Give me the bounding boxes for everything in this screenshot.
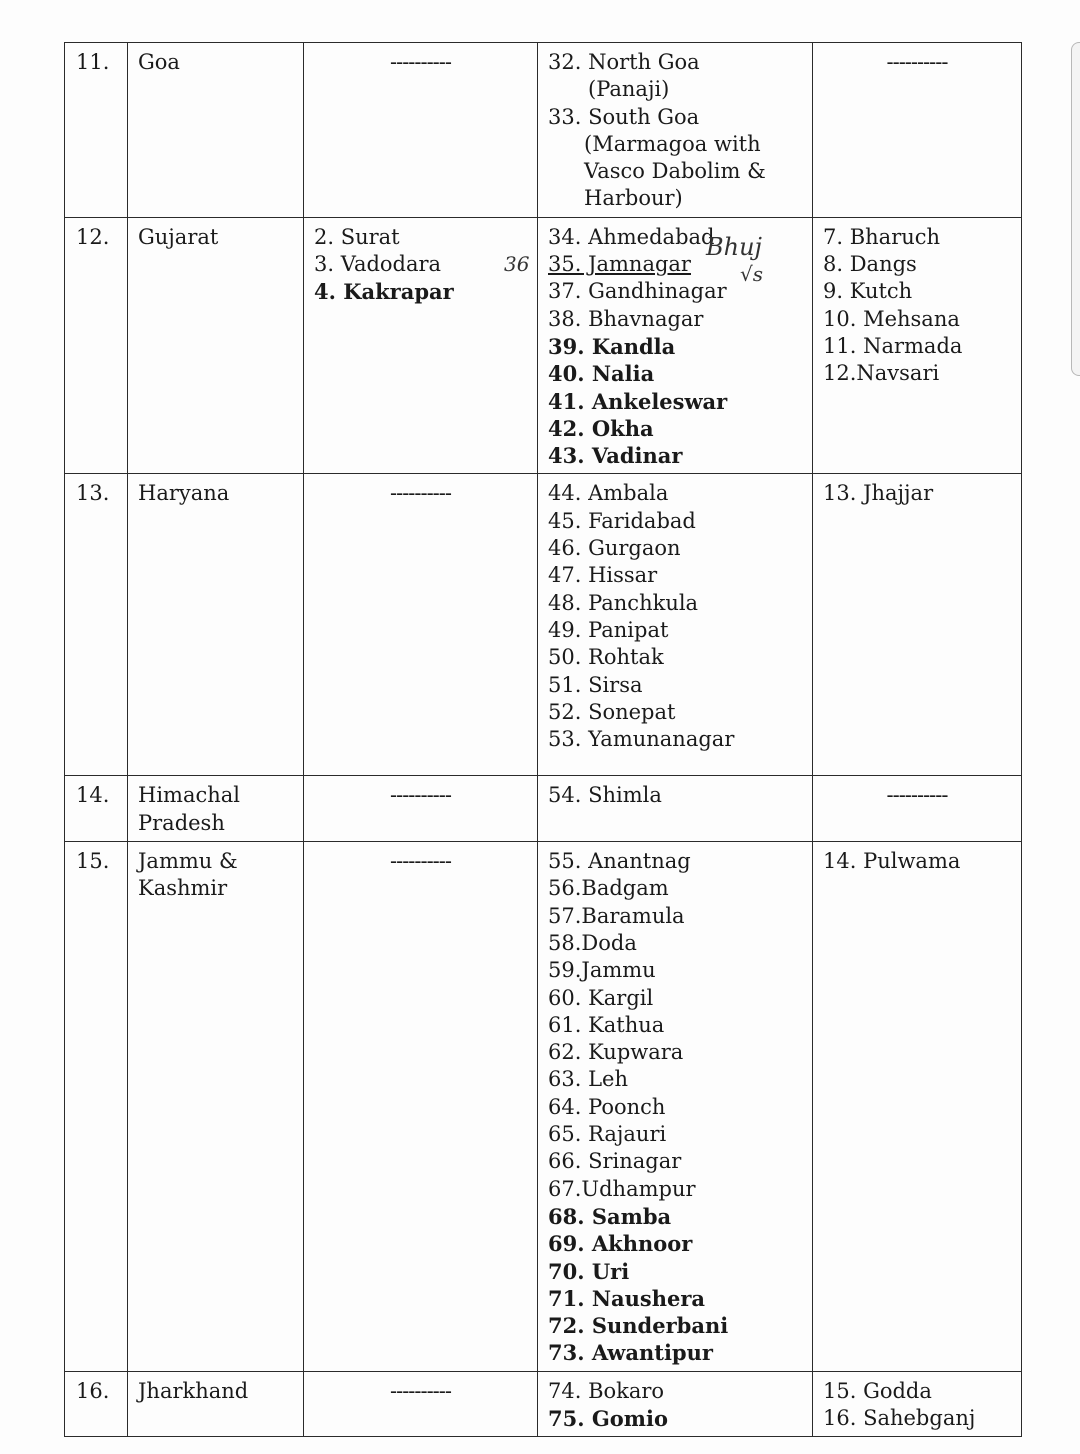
- list-item: 14. Pulwama: [823, 849, 961, 874]
- dash-placeholder: ----------: [886, 50, 948, 74]
- list-item: 37. Gandhinagar: [548, 279, 727, 304]
- column-5-cell: [813, 43, 1022, 218]
- handwritten-margin-number: 36: [504, 252, 530, 276]
- row-number: 12.: [65, 217, 128, 474]
- list-item: 8. Dangs: [823, 252, 917, 277]
- list-item: 73. Awantipur: [548, 1340, 713, 1366]
- column-3-cell: [304, 776, 538, 842]
- list-item: 35. Jamnagar: [548, 252, 691, 277]
- list-item: 13. Jhajjar: [823, 481, 934, 506]
- list-item: 62. Kupwara: [548, 1040, 684, 1065]
- list-item: 75. Gomio: [548, 1405, 668, 1431]
- column-5-cell: [813, 217, 1022, 474]
- list-item: 49. Panipat: [548, 617, 669, 642]
- column-3-cell: [304, 842, 538, 1372]
- row-number: 15.: [65, 842, 128, 1372]
- list-item: 63. Leh: [548, 1067, 628, 1092]
- list-item: 3. Vadodara: [314, 252, 442, 277]
- list-item: 60. Kargil: [548, 985, 654, 1010]
- scrollbar[interactable]: [1071, 42, 1080, 376]
- column-5-cell: [813, 776, 1022, 842]
- state-name: [128, 217, 304, 474]
- table-row: [65, 43, 1022, 218]
- list-item: 47. Hissar: [548, 563, 658, 588]
- list-item: 9. Kutch: [823, 279, 913, 304]
- list-item: 45. Faridabad: [548, 508, 696, 533]
- list-item: 61. Kathua: [548, 1012, 665, 1037]
- list-item: 51. Sirsa: [548, 672, 643, 697]
- list-item: 50. Rohtak: [548, 645, 664, 670]
- column-5-cell: [813, 1371, 1022, 1437]
- list-item: 72. Sunderbani: [548, 1313, 729, 1339]
- table-row: [65, 474, 1022, 776]
- dash-placeholder: ----------: [390, 783, 451, 808]
- dash-placeholder: ----------: [390, 481, 451, 506]
- column-4-cell: [538, 776, 813, 842]
- row-number: 16.: [65, 1371, 128, 1437]
- list-item: (Marmagoa with: [584, 131, 761, 156]
- state-name: [128, 842, 304, 1372]
- dash-placeholder: ----------: [886, 783, 948, 808]
- dash-placeholder: ----------: [390, 849, 451, 874]
- list-item: 32. North Goa: [548, 50, 700, 74]
- list-item: 58.Doda: [548, 930, 637, 955]
- district-table: [64, 42, 1022, 1437]
- handwritten-insert-mark: √s: [740, 262, 764, 286]
- table-row: [65, 776, 1022, 842]
- table-row: [65, 842, 1022, 1372]
- list-item: 53. Yamunanagar: [548, 727, 735, 752]
- list-item: 40. Nalia: [548, 361, 655, 387]
- column-4-cell: [538, 474, 813, 776]
- state-name: [128, 474, 304, 776]
- column-3-cell: [304, 43, 538, 218]
- state-name-line: Jammu &: [138, 849, 238, 874]
- list-item: 4. Kakrapar: [314, 279, 454, 305]
- list-item: Vasco Dabolim &: [584, 159, 766, 184]
- list-item: 68. Samba: [548, 1203, 672, 1229]
- state-name: [128, 43, 304, 218]
- table-row: [65, 217, 1022, 474]
- list-item: 54. Shimla: [548, 783, 662, 808]
- list-item: 48. Panchkula: [548, 590, 699, 615]
- list-item: 46. Gurgaon: [548, 536, 681, 561]
- list-item: 41. Ankeleswar: [548, 388, 728, 414]
- list-item: 52. Sonepat: [548, 699, 676, 724]
- list-item: 7. Bharuch: [823, 224, 941, 249]
- dash-placeholder: ----------: [390, 50, 451, 74]
- state-name-line: Gujarat: [138, 224, 219, 249]
- state-name-line: Pradesh: [138, 810, 225, 835]
- column-5-cell: [813, 842, 1022, 1372]
- list-item: 66. Srinagar: [548, 1149, 682, 1174]
- column-5-cell: [813, 474, 1022, 776]
- state-name-line: Jharkhand: [138, 1378, 249, 1403]
- dash-placeholder: ----------: [390, 1378, 451, 1403]
- list-item: 55. Anantnag: [548, 849, 691, 874]
- state-name: [128, 776, 304, 842]
- column-3-cell: [304, 217, 538, 474]
- list-item: 71. Naushera: [548, 1285, 706, 1311]
- list-item: 33. South Goa: [548, 104, 700, 129]
- list-item: 65. Rajauri: [548, 1122, 667, 1147]
- state-name-line: Haryana: [138, 481, 230, 506]
- list-item: 56.Badgam: [548, 876, 669, 901]
- list-item: 15. Godda: [823, 1378, 932, 1403]
- list-item: 16. Sahebganj: [823, 1405, 976, 1430]
- list-item: 74. Bokaro: [548, 1378, 665, 1403]
- list-item: 70. Uri: [548, 1258, 630, 1284]
- list-item: 64. Poonch: [548, 1094, 666, 1119]
- row-number: 13.: [65, 474, 128, 776]
- list-item: 10. Mehsana: [823, 306, 960, 331]
- column-4-cell: [538, 43, 813, 218]
- state-name-line: Himachal: [138, 783, 240, 808]
- state-name: [128, 1371, 304, 1437]
- list-item: 44. Ambala: [548, 481, 669, 506]
- state-name-line: Goa: [138, 50, 180, 74]
- list-item: 2. Surat: [314, 224, 400, 249]
- list-item: 43. Vadinar: [548, 443, 683, 469]
- column-3-cell: [304, 1371, 538, 1437]
- list-item: 42. Okha: [548, 415, 654, 441]
- table-row: [65, 1371, 1022, 1437]
- list-item: 38. Bhavnagar: [548, 306, 704, 331]
- column-4-cell: [538, 1371, 813, 1437]
- list-item: 39. Kandla: [548, 333, 676, 359]
- list-item: Harbour): [584, 186, 683, 211]
- column-4-cell: [538, 217, 813, 474]
- column-3-cell: [304, 474, 538, 776]
- list-item: 67.Udhampur: [548, 1176, 696, 1201]
- list-item: 12.Navsari: [823, 361, 940, 386]
- handwritten-insert-word: Bhuj: [706, 233, 762, 261]
- row-number: 11.: [65, 43, 128, 218]
- list-item: (Panaji): [588, 77, 670, 102]
- state-name-line: Kashmir: [138, 876, 228, 901]
- list-item: 57.Baramula: [548, 903, 685, 928]
- row-number: 14.: [65, 776, 128, 842]
- list-item: 59.Jammu: [548, 958, 656, 983]
- list-item: 11. Narmada: [823, 333, 963, 358]
- column-4-cell: [538, 842, 813, 1372]
- list-item: 69. Akhnoor: [548, 1231, 693, 1257]
- list-item: 34. Ahmedabad: [548, 224, 715, 249]
